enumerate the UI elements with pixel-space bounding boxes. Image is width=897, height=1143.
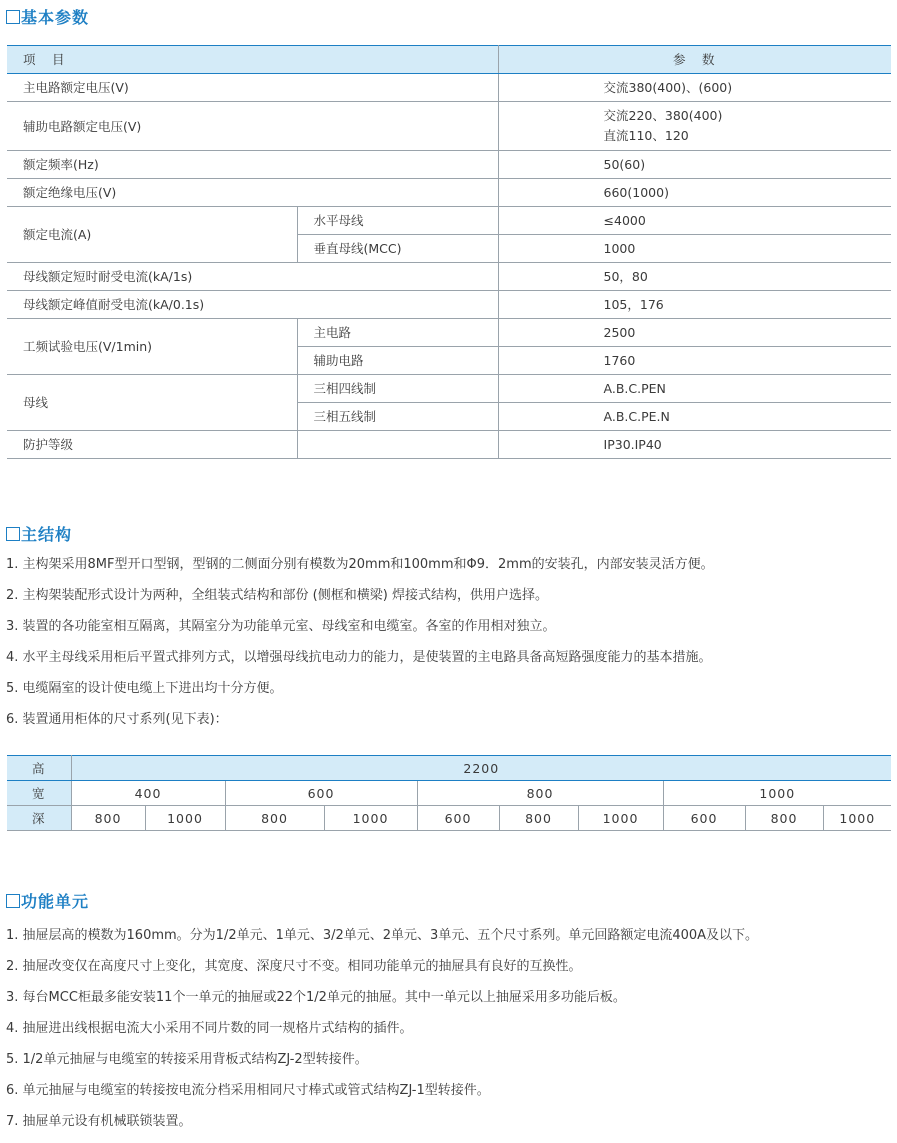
width-value: 600 — [225, 781, 417, 806]
section-title-function-unit: 功能单元 — [6, 889, 89, 912]
width-value: 400 — [71, 781, 225, 806]
depth-value: 1000 — [145, 806, 225, 831]
section-title-basic-params: 基本参数 — [6, 5, 89, 28]
param-item: 额定频率(Hz) — [7, 151, 498, 179]
param-value: IP30.IP40 — [498, 431, 891, 459]
list-item: 3. 每台MCC柜最多能安装11个一单元的抽屉或22个1/2单元的抽屉。其中一单元以上抽屉采用多功能后板。 — [6, 990, 626, 1005]
param-value: 交流380(400)、(600) — [498, 74, 891, 102]
depth-value: 800 — [225, 806, 324, 831]
param-value: 2500 — [498, 319, 891, 347]
table-row — [7, 431, 891, 459]
table-row-depth — [7, 806, 891, 831]
basic-params-table — [7, 45, 891, 459]
table-row — [7, 207, 891, 235]
param-item: 辅助电路额定电压(V) — [7, 102, 498, 151]
depth-value: 800 — [745, 806, 823, 831]
param-value: 105，176 — [498, 291, 891, 319]
table-row — [7, 102, 891, 151]
main-structure-list — [6, 555, 714, 741]
param-value: A.B.C.PE.N — [498, 403, 891, 431]
list-item: 4. 抽屉进出线根据电流大小采用不同片数的同一规格片式结构的插件。 — [6, 1021, 413, 1036]
depth-value: 800 — [71, 806, 145, 831]
param-sub-item: 垂直母线(MCC) — [297, 235, 498, 263]
list-item: 4. 水平主母线采用柜后平置式排列方式，以增强母线抗电动力的能力，是使装置的主电路具备高短路强度能力的基本措施。 — [6, 650, 712, 665]
list-item: 2. 抽屉改变仅在高度尺寸上变化，其宽度、深度尺寸不变。相同功能单元的抽屉具有良好的互换性。 — [6, 959, 582, 974]
list-item: 2. 主构架装配形式设计为两种，全组装式结构和部份 (侧框和横梁) 焊接式结构，供用户选择。 — [6, 588, 548, 603]
section-title-main-structure: 主结构 — [6, 522, 72, 545]
depth-value: 800 — [499, 806, 578, 831]
depth-value: 600 — [417, 806, 499, 831]
height-label: 高 — [7, 756, 71, 781]
height-value: 2200 — [71, 756, 891, 781]
param-sub-item: 水平母线 — [297, 207, 498, 235]
table-row — [7, 179, 891, 207]
depth-value: 600 — [663, 806, 745, 831]
square-bullet-icon — [6, 10, 20, 24]
param-item: 母线 — [7, 375, 297, 431]
param-value: 660(1000) — [498, 179, 891, 207]
param-sub-item-empty — [297, 431, 498, 459]
width-label: 宽 — [7, 781, 71, 806]
list-item: 6. 单元抽屉与电缆室的转接按电流分档采用相同尺寸棒式或管式结构ZJ-1型转接件。 — [6, 1083, 490, 1098]
table-row — [7, 291, 891, 319]
list-item: 3. 装置的各功能室相互隔离，其隔室分为功能单元室、母线室和电缆室。各室的作用相对独立。 — [6, 619, 556, 634]
table-row — [7, 263, 891, 291]
cabinet-size-table — [7, 755, 891, 831]
depth-label: 深 — [7, 806, 71, 831]
param-item: 工频试验电压(V/1min) — [7, 319, 297, 375]
table-row-height — [7, 756, 891, 781]
param-item: 额定电流(A) — [7, 207, 297, 263]
param-value: 1760 — [498, 347, 891, 375]
param-item: 母线额定短时耐受电流(kA/1s) — [7, 263, 498, 291]
param-value: 50(60) — [498, 151, 891, 179]
list-item: 5. 1/2单元抽屉与电缆室的转接采用背板式结构ZJ-2型转接件。 — [6, 1052, 368, 1067]
depth-value: 1000 — [324, 806, 417, 831]
depth-value: 1000 — [578, 806, 663, 831]
square-bullet-icon — [6, 527, 20, 541]
function-unit-list — [6, 926, 758, 1143]
param-item: 主电路额定电压(V) — [7, 74, 498, 102]
list-item: 5. 电缆隔室的设计使电缆上下进出均十分方便。 — [6, 681, 283, 696]
depth-value: 1000 — [823, 806, 891, 831]
param-sub-item: 主电路 — [297, 319, 498, 347]
param-sub-item: 三相四线制 — [297, 375, 498, 403]
param-item: 母线额定峰值耐受电流(kA/0.1s) — [7, 291, 498, 319]
header-item: 项 目 — [7, 46, 498, 74]
table-row — [7, 151, 891, 179]
param-value: A.B.C.PEN — [498, 375, 891, 403]
param-item: 额定绝缘电压(V) — [7, 179, 498, 207]
width-value: 800 — [417, 781, 663, 806]
header-value: 参 数 — [498, 46, 891, 74]
param-value: ≤4000 — [498, 207, 891, 235]
param-value: 1000 — [498, 235, 891, 263]
list-item: 1. 抽屉层高的模数为160mm。分为1/2单元、1单元、3/2单元、2单元、3单元、五个尺寸系列。单元回路额定电流400A及以下。 — [6, 928, 759, 943]
table-row — [7, 375, 891, 403]
width-value: 1000 — [663, 781, 891, 806]
list-item: 6. 装置通用柜体的尺寸系列(见下表)： — [6, 712, 228, 727]
list-item: 7. 抽屉单元设有机械联锁装置。 — [6, 1114, 192, 1129]
param-item: 防护等级 — [7, 431, 297, 459]
param-value: 50，80 — [498, 263, 891, 291]
square-bullet-icon — [6, 894, 20, 908]
param-value: 交流220、380(400) 直流110、120 — [498, 102, 891, 151]
table-header-row — [7, 46, 891, 74]
param-sub-item: 辅助电路 — [297, 347, 498, 375]
param-sub-item: 三相五线制 — [297, 403, 498, 431]
table-row — [7, 74, 891, 102]
table-row-width — [7, 781, 891, 806]
list-item: 1. 主构架采用8MF型开口型钢，型钢的二侧面分别有模数为20mm和100mm和Φ9．2mm的安装孔，内部安装灵活方便。 — [6, 557, 714, 572]
table-row — [7, 319, 891, 347]
